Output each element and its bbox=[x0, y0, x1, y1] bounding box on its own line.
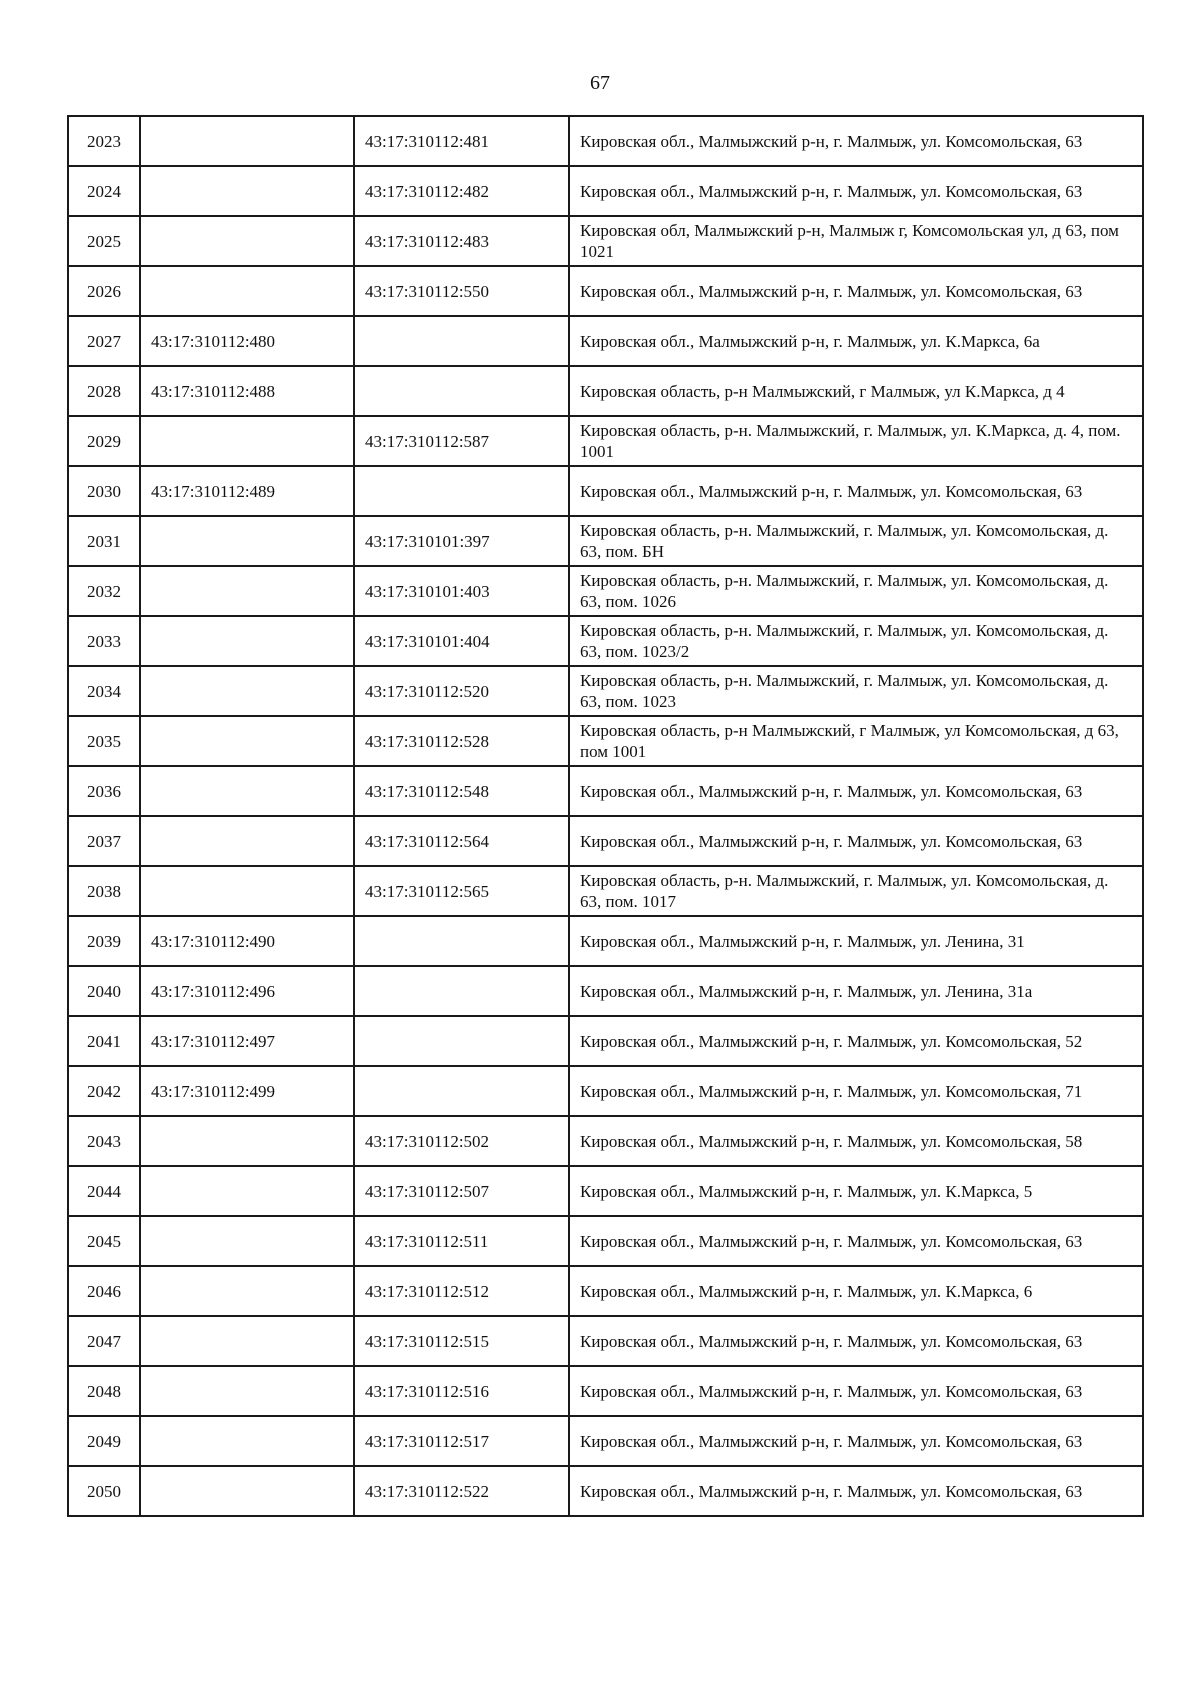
page-number: 67 bbox=[590, 72, 610, 94]
address-cell: Кировская обл., Малмыжский р-н, г. Малмыж, ул. К.Маркса, 5 bbox=[569, 1166, 1143, 1216]
row-number-cell: 2035 bbox=[68, 716, 140, 766]
row-number-cell: 2036 bbox=[68, 766, 140, 816]
cadastral-number-cell bbox=[140, 266, 354, 316]
row-number-cell: 2041 bbox=[68, 1016, 140, 1066]
cadastral-number-cell bbox=[140, 1216, 354, 1266]
address-cell: Кировская область, р-н Малмыжский, г Малмыж, ул К.Маркса, д 4 bbox=[569, 366, 1143, 416]
address-cell: Кировская область, р-н Малмыжский, г Малмыж, ул Комсомольская, д 63, пом 1001 bbox=[569, 716, 1143, 766]
cadastral-number-cell bbox=[140, 1266, 354, 1316]
table-row bbox=[68, 1066, 1143, 1116]
table-row bbox=[68, 566, 1143, 616]
table-row bbox=[68, 266, 1143, 316]
address-cell: Кировская обл., Малмыжский р-н, г. Малмыж, ул. Комсомольская, 63 bbox=[569, 1316, 1143, 1366]
room-cadastral-number-cell: 43:17:310112:502 bbox=[354, 1116, 569, 1166]
cadastral-number-cell: 43:17:310112:488 bbox=[140, 366, 354, 416]
row-number-cell: 2040 bbox=[68, 966, 140, 1016]
cadastral-number-cell bbox=[140, 516, 354, 566]
cadastral-number-cell bbox=[140, 816, 354, 866]
table-row bbox=[68, 766, 1143, 816]
room-cadastral-number-cell bbox=[354, 1016, 569, 1066]
cadastral-number-cell bbox=[140, 716, 354, 766]
room-cadastral-number-cell: 43:17:310112:548 bbox=[354, 766, 569, 816]
room-cadastral-number-cell bbox=[354, 1066, 569, 1116]
table-row bbox=[68, 1016, 1143, 1066]
row-number-cell: 2033 bbox=[68, 616, 140, 666]
cadastral-number-cell bbox=[140, 1116, 354, 1166]
room-cadastral-number-cell: 43:17:310112:522 bbox=[354, 1466, 569, 1516]
room-cadastral-number-cell: 43:17:310112:565 bbox=[354, 866, 569, 916]
cadastral-number-cell: 43:17:310112:497 bbox=[140, 1016, 354, 1066]
room-cadastral-number-cell: 43:17:310101:403 bbox=[354, 566, 569, 616]
address-cell: Кировская область, р-н. Малмыжский, г. Малмыж, ул. К.Маркса, д. 4, пом. 1001 bbox=[569, 416, 1143, 466]
table-row bbox=[68, 116, 1143, 166]
cadastral-number-cell bbox=[140, 166, 354, 216]
cadastral-number-cell bbox=[140, 666, 354, 716]
address-cell: Кировская область, р-н. Малмыжский, г. Малмыж, ул. Комсомольская, д. 63, пом. 1026 bbox=[569, 566, 1143, 616]
room-cadastral-number-cell: 43:17:310112:511 bbox=[354, 1216, 569, 1266]
address-cell: Кировская обл., Малмыжский р-н, г. Малмыж, ул. Комсомольская, 63 bbox=[569, 1216, 1143, 1266]
table-row bbox=[68, 716, 1143, 766]
cadastral-number-cell bbox=[140, 216, 354, 266]
address-cell: Кировская обл., Малмыжский р-н, г. Малмыж, ул. Комсомольская, 63 bbox=[569, 1466, 1143, 1516]
registry-table bbox=[67, 115, 1144, 1517]
row-number-cell: 2042 bbox=[68, 1066, 140, 1116]
room-cadastral-number-cell: 43:17:310112:507 bbox=[354, 1166, 569, 1216]
room-cadastral-number-cell: 43:17:310112:516 bbox=[354, 1366, 569, 1416]
address-cell: Кировская обл., Малмыжский р-н, г. Малмыж, ул. Комсомольская, 63 bbox=[569, 116, 1143, 166]
row-number-cell: 2039 bbox=[68, 916, 140, 966]
row-number-cell: 2023 bbox=[68, 116, 140, 166]
cadastral-number-cell bbox=[140, 866, 354, 916]
cadastral-number-cell bbox=[140, 1416, 354, 1466]
table-row bbox=[68, 1366, 1143, 1416]
cadastral-number-cell: 43:17:310112:490 bbox=[140, 916, 354, 966]
row-number-cell: 2044 bbox=[68, 1166, 140, 1216]
row-number-cell: 2029 bbox=[68, 416, 140, 466]
address-cell: Кировская обл., Малмыжский р-н, г. Малмыж, ул. Комсомольская, 63 bbox=[569, 1416, 1143, 1466]
room-cadastral-number-cell: 43:17:310112:564 bbox=[354, 816, 569, 866]
room-cadastral-number-cell bbox=[354, 966, 569, 1016]
address-cell: Кировская обл., Малмыжский р-н, г. Малмыж, ул. Комсомольская, 63 bbox=[569, 816, 1143, 866]
cadastral-number-cell bbox=[140, 1366, 354, 1416]
cadastral-number-cell: 43:17:310112:489 bbox=[140, 466, 354, 516]
address-cell: Кировская обл., Малмыжский р-н, г. Малмыж, ул. Комсомольская, 63 bbox=[569, 1366, 1143, 1416]
room-cadastral-number-cell: 43:17:310112:481 bbox=[354, 116, 569, 166]
row-number-cell: 2032 bbox=[68, 566, 140, 616]
row-number-cell: 2024 bbox=[68, 166, 140, 216]
table-row bbox=[68, 916, 1143, 966]
table-row bbox=[68, 166, 1143, 216]
row-number-cell: 2043 bbox=[68, 1116, 140, 1166]
room-cadastral-number-cell bbox=[354, 316, 569, 366]
table-row bbox=[68, 366, 1143, 416]
room-cadastral-number-cell: 43:17:310112:520 bbox=[354, 666, 569, 716]
address-cell: Кировская обл., Малмыжский р-н, г. Малмыж, ул. Ленина, 31 bbox=[569, 916, 1143, 966]
cadastral-number-cell bbox=[140, 416, 354, 466]
table-row bbox=[68, 816, 1143, 866]
room-cadastral-number-cell: 43:17:310112:483 bbox=[354, 216, 569, 266]
room-cadastral-number-cell: 43:17:310112:512 bbox=[354, 1266, 569, 1316]
table-row bbox=[68, 866, 1143, 916]
room-cadastral-number-cell: 43:17:310101:397 bbox=[354, 516, 569, 566]
row-number-cell: 2046 bbox=[68, 1266, 140, 1316]
row-number-cell: 2048 bbox=[68, 1366, 140, 1416]
room-cadastral-number-cell: 43:17:310112:517 bbox=[354, 1416, 569, 1466]
room-cadastral-number-cell bbox=[354, 466, 569, 516]
row-number-cell: 2045 bbox=[68, 1216, 140, 1266]
cadastral-number-cell bbox=[140, 766, 354, 816]
address-cell: Кировская обл., Малмыжский р-н, г. Малмыж, ул. Комсомольская, 63 bbox=[569, 166, 1143, 216]
address-cell: Кировская область, р-н. Малмыжский, г. Малмыж, ул. Комсомольская, д. 63, пом. 1023 bbox=[569, 666, 1143, 716]
row-number-cell: 2026 bbox=[68, 266, 140, 316]
cadastral-number-cell bbox=[140, 116, 354, 166]
row-number-cell: 2025 bbox=[68, 216, 140, 266]
cadastral-number-cell bbox=[140, 1466, 354, 1516]
table-row bbox=[68, 1466, 1143, 1516]
row-number-cell: 2047 bbox=[68, 1316, 140, 1366]
cadastral-number-cell bbox=[140, 1316, 354, 1366]
table-row bbox=[68, 966, 1143, 1016]
row-number-cell: 2034 bbox=[68, 666, 140, 716]
address-cell: Кировская область, р-н. Малмыжский, г. Малмыж, ул. Комсомольская, д. 63, пом. 1023/2 bbox=[569, 616, 1143, 666]
address-cell: Кировская обл., Малмыжский р-н, г. Малмыж, ул. Комсомольская, 63 bbox=[569, 466, 1143, 516]
address-cell: Кировская область, р-н. Малмыжский, г. Малмыж, ул. Комсомольская, д. 63, пом. БН bbox=[569, 516, 1143, 566]
table-row bbox=[68, 316, 1143, 366]
address-cell: Кировская область, р-н. Малмыжский, г. Малмыж, ул. Комсомольская, д. 63, пом. 1017 bbox=[569, 866, 1143, 916]
table-row bbox=[68, 1316, 1143, 1366]
row-number-cell: 2027 bbox=[68, 316, 140, 366]
room-cadastral-number-cell: 43:17:310112:528 bbox=[354, 716, 569, 766]
room-cadastral-number-cell: 43:17:310101:404 bbox=[354, 616, 569, 666]
table-row bbox=[68, 466, 1143, 516]
address-cell: Кировская обл., Малмыжский р-н, г. Малмыж, ул. Комсомольская, 71 bbox=[569, 1066, 1143, 1116]
address-cell: Кировская обл., Малмыжский р-н, г. Малмыж, ул. К.Маркса, 6а bbox=[569, 316, 1143, 366]
cadastral-number-cell bbox=[140, 616, 354, 666]
address-cell: Кировская обл, Малмыжский р-н, Малмыж г, Комсомольская ул, д 63, пом 1021 bbox=[569, 216, 1143, 266]
address-cell: Кировская обл., Малмыжский р-н, г. Малмыж, ул. Ленина, 31а bbox=[569, 966, 1143, 1016]
table-row bbox=[68, 1166, 1143, 1216]
table-row bbox=[68, 416, 1143, 466]
row-number-cell: 2050 bbox=[68, 1466, 140, 1516]
address-cell: Кировская обл., Малмыжский р-н, г. Малмыж, ул. Комсомольская, 63 bbox=[569, 766, 1143, 816]
table-row bbox=[68, 1116, 1143, 1166]
row-number-cell: 2028 bbox=[68, 366, 140, 416]
cadastral-number-cell: 43:17:310112:496 bbox=[140, 966, 354, 1016]
table-row bbox=[68, 1266, 1143, 1316]
room-cadastral-number-cell: 43:17:310112:587 bbox=[354, 416, 569, 466]
registry-table-body bbox=[68, 116, 1143, 1516]
row-number-cell: 2031 bbox=[68, 516, 140, 566]
table-row bbox=[68, 516, 1143, 566]
room-cadastral-number-cell bbox=[354, 916, 569, 966]
room-cadastral-number-cell bbox=[354, 366, 569, 416]
room-cadastral-number-cell: 43:17:310112:515 bbox=[354, 1316, 569, 1366]
row-number-cell: 2049 bbox=[68, 1416, 140, 1466]
cadastral-number-cell bbox=[140, 566, 354, 616]
cadastral-number-cell bbox=[140, 1166, 354, 1216]
row-number-cell: 2030 bbox=[68, 466, 140, 516]
table-row bbox=[68, 666, 1143, 716]
table-row bbox=[68, 1216, 1143, 1266]
room-cadastral-number-cell: 43:17:310112:482 bbox=[354, 166, 569, 216]
row-number-cell: 2038 bbox=[68, 866, 140, 916]
address-cell: Кировская обл., Малмыжский р-н, г. Малмыж, ул. Комсомольская, 58 bbox=[569, 1116, 1143, 1166]
cadastral-number-cell: 43:17:310112:499 bbox=[140, 1066, 354, 1116]
address-cell: Кировская обл., Малмыжский р-н, г. Малмыж, ул. К.Маркса, 6 bbox=[569, 1266, 1143, 1316]
address-cell: Кировская обл., Малмыжский р-н, г. Малмыж, ул. Комсомольская, 63 bbox=[569, 266, 1143, 316]
room-cadastral-number-cell: 43:17:310112:550 bbox=[354, 266, 569, 316]
row-number-cell: 2037 bbox=[68, 816, 140, 866]
table-row bbox=[68, 616, 1143, 666]
address-cell: Кировская обл., Малмыжский р-н, г. Малмыж, ул. Комсомольская, 52 bbox=[569, 1016, 1143, 1066]
table-row bbox=[68, 216, 1143, 266]
table-row bbox=[68, 1416, 1143, 1466]
cadastral-number-cell: 43:17:310112:480 bbox=[140, 316, 354, 366]
